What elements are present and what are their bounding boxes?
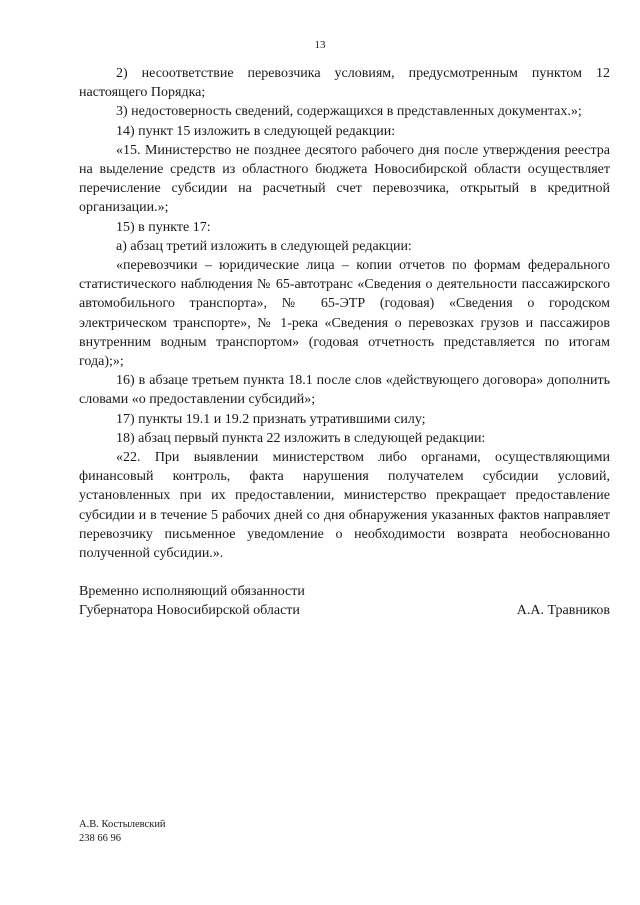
document-body xyxy=(79,64,610,563)
signatory-title-line1: Временно исполняющий обязанности xyxy=(79,584,305,599)
executor-phone: 238 66 96 xyxy=(79,833,121,844)
executor-name: А.В. Костылевский xyxy=(79,819,166,830)
signatory-title-line2: Губернатора Новосибирской области xyxy=(79,603,300,618)
paragraph: «перевозчики – юридические лица – копии отчетов по формам федерального статистического наблюдения № 65-автотранс «Сведения о деятельности пассажирского автомобильного транспорта», № 65-ЭТР (годовая) «Сведения о городском электрическом транспорте», № 1-река «Сведения о перевозках грузов и пассажиров внутренним водным транспортом» (годовая отчетность представляется по итогам года);»; xyxy=(79,258,610,370)
paragraph: 2) несоответствие перевозчика условиям, предусмотренным пунктом 12 настоящего Порядка; xyxy=(79,66,610,101)
paragraph: 14) пункт 15 изложить в следующей редакции: xyxy=(116,123,396,139)
paragraph: а) абзац третий изложить в следующей редакции: xyxy=(116,238,412,254)
paragraph: «15. Министерство не позднее десятого рабочего дня после утверждения реестра на выделение средств из областного бюджета Новосибирской области осуществляет перечисление субсидии на расчетный счет перевозчика, открытый в кредитной организации.»; xyxy=(79,142,610,216)
page-number: 13 xyxy=(314,39,326,51)
paragraph: 17) пункты 19.1 и 19.2 признать утратившими силу; xyxy=(116,411,426,427)
paragraph: 16) в абзаце третьем пункта 18.1 после слов «действующего договора» дополнить словами «о предоставлении субсидий»; xyxy=(79,373,610,408)
paragraph: 3) недостоверность сведений, содержащихся в представленных документах.»; xyxy=(116,104,582,120)
signatory-name: А.А. Травников xyxy=(516,603,610,618)
executor-info xyxy=(79,818,166,846)
paragraph: «22. При выявлении министерством либо органами, осуществляющими финансовый контроль, факта нарушения получателем субсидии условий, установленных при их предоставлении, министерство прекращает предоставление субсидии и в течение 5 рабочих дней со дня обнаружения указанных фактов направляет перевозчику письменное уведомление о необходимости возврата необоснованно полученной субсидии.». xyxy=(79,450,610,562)
signature-block xyxy=(79,582,610,620)
paragraph: 15) в пункте 17: xyxy=(116,219,211,235)
paragraph: 18) абзац первый пункта 22 изложить в следующей редакции: xyxy=(116,430,486,446)
